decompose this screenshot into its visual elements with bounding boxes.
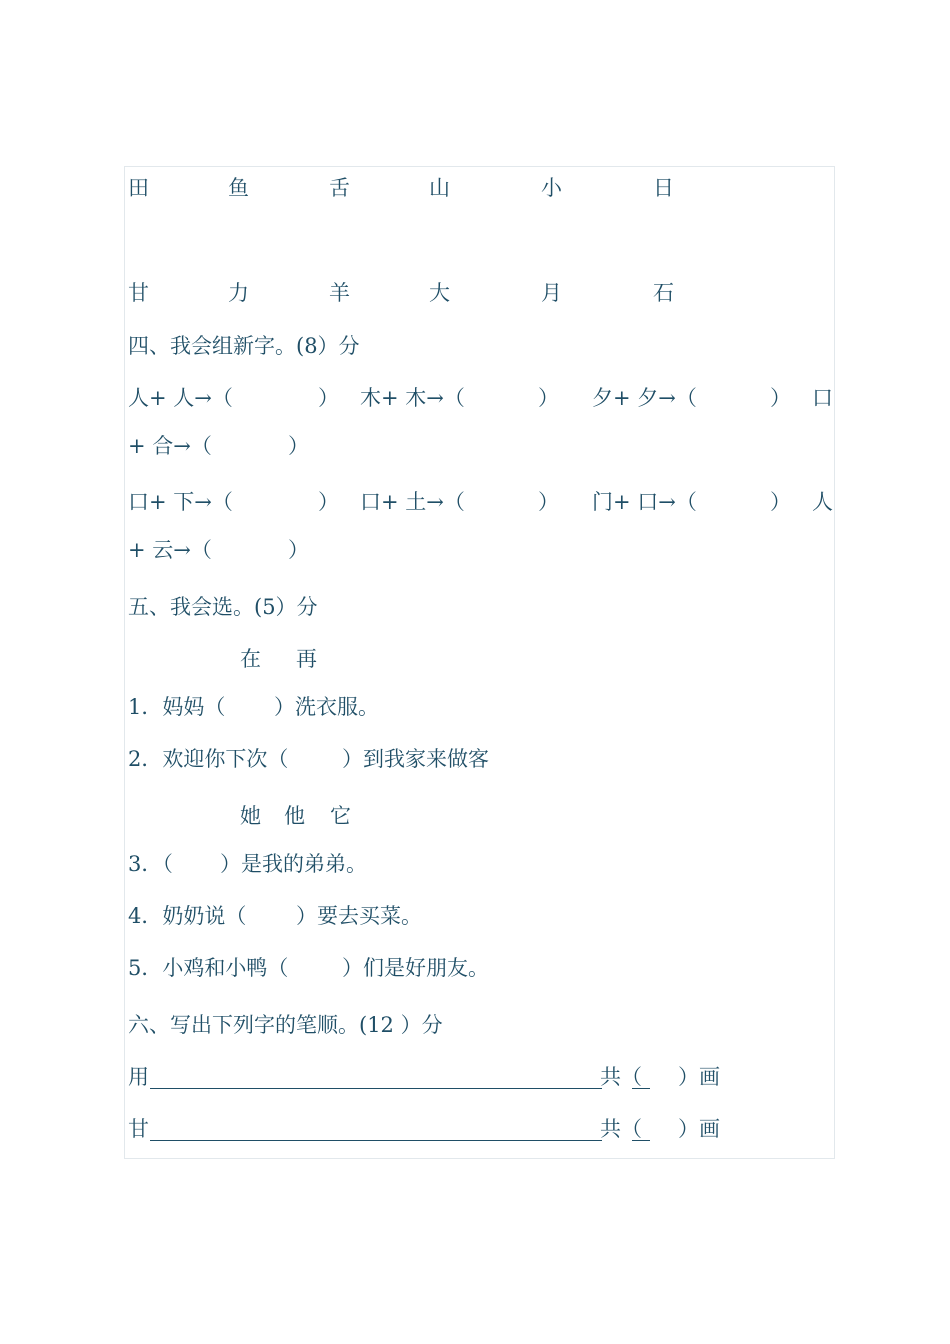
choice-word: 在 bbox=[240, 647, 261, 671]
compose-item: 夕+ 夕→（ bbox=[592, 386, 697, 410]
compose-item: 口 bbox=[812, 386, 833, 410]
compose-item: 人 bbox=[812, 490, 833, 514]
grid-char: 小 bbox=[541, 176, 562, 200]
choice-word: 再 bbox=[296, 647, 317, 671]
choice-word: 它 bbox=[330, 804, 351, 828]
compose-blank-close[interactable]: ） bbox=[288, 538, 309, 562]
stroke-count-label: 共（ bbox=[600, 1065, 642, 1089]
question-text: 3．（ bbox=[128, 852, 173, 876]
compose-blank-close[interactable]: ） bbox=[318, 386, 339, 410]
compose-blank-close[interactable]: ） bbox=[538, 386, 559, 410]
grid-char: 羊 bbox=[329, 281, 350, 305]
compose-item: 口+ 土→（ bbox=[360, 490, 465, 514]
question-text: ）要去买菜。 bbox=[296, 904, 422, 928]
choice-word: 他 bbox=[284, 804, 305, 828]
grid-char: 田 bbox=[128, 176, 149, 200]
question-text: 4．奶奶说（ bbox=[128, 904, 247, 928]
stroke-count-underline bbox=[632, 1088, 650, 1089]
stroke-char: 用 bbox=[128, 1065, 149, 1089]
section-4-title: 四、我会组新字。(8）分 bbox=[128, 334, 360, 358]
compose-blank-close[interactable]: ） bbox=[770, 490, 791, 514]
choice-word: 她 bbox=[240, 804, 261, 828]
grid-char: 鱼 bbox=[228, 176, 249, 200]
compose-item: + 合→（ bbox=[128, 434, 212, 458]
grid-char: 舌 bbox=[329, 176, 350, 200]
compose-blank-close[interactable]: ） bbox=[538, 490, 559, 514]
grid-char: 石 bbox=[653, 281, 674, 305]
compose-item: + 云→（ bbox=[128, 538, 212, 562]
grid-char: 山 bbox=[429, 176, 450, 200]
question-text: 1．妈妈（ bbox=[128, 695, 226, 719]
question-text: 2．欢迎你下次（ bbox=[128, 747, 289, 771]
stroke-count-underline bbox=[632, 1140, 650, 1141]
stroke-order-answer-line[interactable] bbox=[150, 1088, 602, 1089]
grid-char: 日 bbox=[653, 176, 674, 200]
compose-blank-close[interactable]: ） bbox=[770, 386, 791, 410]
compose-blank-close[interactable]: ） bbox=[288, 434, 309, 458]
question-text: ）到我家来做客 bbox=[342, 747, 489, 771]
section-6-title: 六、写出下列字的笔顺。(12 ）分 bbox=[128, 1013, 443, 1037]
stroke-order-answer-line[interactable] bbox=[150, 1140, 602, 1141]
compose-item: 口+ 下→（ bbox=[128, 490, 233, 514]
compose-item: 木+ 木→（ bbox=[360, 386, 465, 410]
grid-char: 力 bbox=[228, 281, 249, 305]
question-text: ）是我的弟弟。 bbox=[220, 852, 367, 876]
compose-item: 门+ 口→（ bbox=[592, 490, 697, 514]
compose-item: 人+ 人→（ bbox=[128, 386, 233, 410]
grid-char: 甘 bbox=[128, 281, 149, 305]
stroke-count-label: 共（ bbox=[600, 1117, 642, 1141]
worksheet-frame bbox=[124, 166, 835, 1159]
question-text: ）洗衣服。 bbox=[274, 695, 379, 719]
stroke-count-unit: ）画 bbox=[678, 1117, 720, 1141]
compose-blank-close[interactable]: ） bbox=[318, 490, 339, 514]
stroke-char: 甘 bbox=[128, 1117, 149, 1141]
stroke-count-unit: ）画 bbox=[678, 1065, 720, 1089]
grid-char: 月 bbox=[541, 281, 562, 305]
question-text: ）们是好朋友。 bbox=[342, 956, 489, 980]
question-text: 5．小鸡和小鸭（ bbox=[128, 956, 289, 980]
grid-char: 大 bbox=[429, 281, 450, 305]
section-5-title: 五、我会选。(5）分 bbox=[128, 595, 318, 619]
